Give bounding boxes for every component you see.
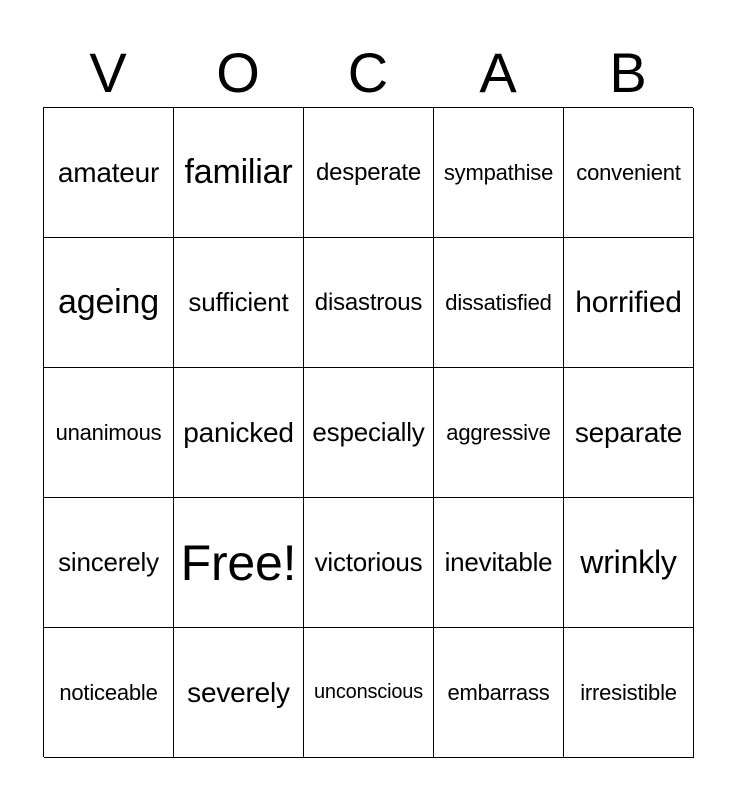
bingo-cell: victorious [304,498,434,628]
bingo-cell: amateur [44,108,174,238]
bingo-cell: inevitable [434,498,564,628]
bingo-cell: unconscious [304,628,434,758]
free-space-cell: Free! [174,498,304,628]
bingo-cell: unanimous [44,368,174,498]
bingo-cell: familiar [174,108,304,238]
bingo-cell: dissatisfied [434,238,564,368]
bingo-cell: aggressive [434,368,564,498]
bingo-cell: sympathise [434,108,564,238]
bingo-cell: convenient [564,108,694,238]
bingo-cell: especially [304,368,434,498]
bingo-header [43,40,693,106]
bingo-cell: wrinkly [564,498,694,628]
bingo-cell: panicked [174,368,304,498]
header-letter-c: C [347,41,389,104]
header-letter-v: V [89,41,127,104]
bingo-cell: separate [564,368,694,498]
bingo-cell: desperate [304,108,434,238]
bingo-cell: embarrass [434,628,564,758]
bingo-board [43,107,693,757]
bingo-cell: severely [174,628,304,758]
bingo-cell: ageing [44,238,174,368]
header-letter-b: B [609,41,647,104]
header-letter-o: O [216,41,260,104]
bingo-cell: sincerely [44,498,174,628]
bingo-cell: sufficient [174,238,304,368]
bingo-cell: irresistible [564,628,694,758]
bingo-cell: disastrous [304,238,434,368]
bingo-cell: noticeable [44,628,174,758]
bingo-cell: horrified [564,238,694,368]
header-letter-a: A [479,41,517,104]
